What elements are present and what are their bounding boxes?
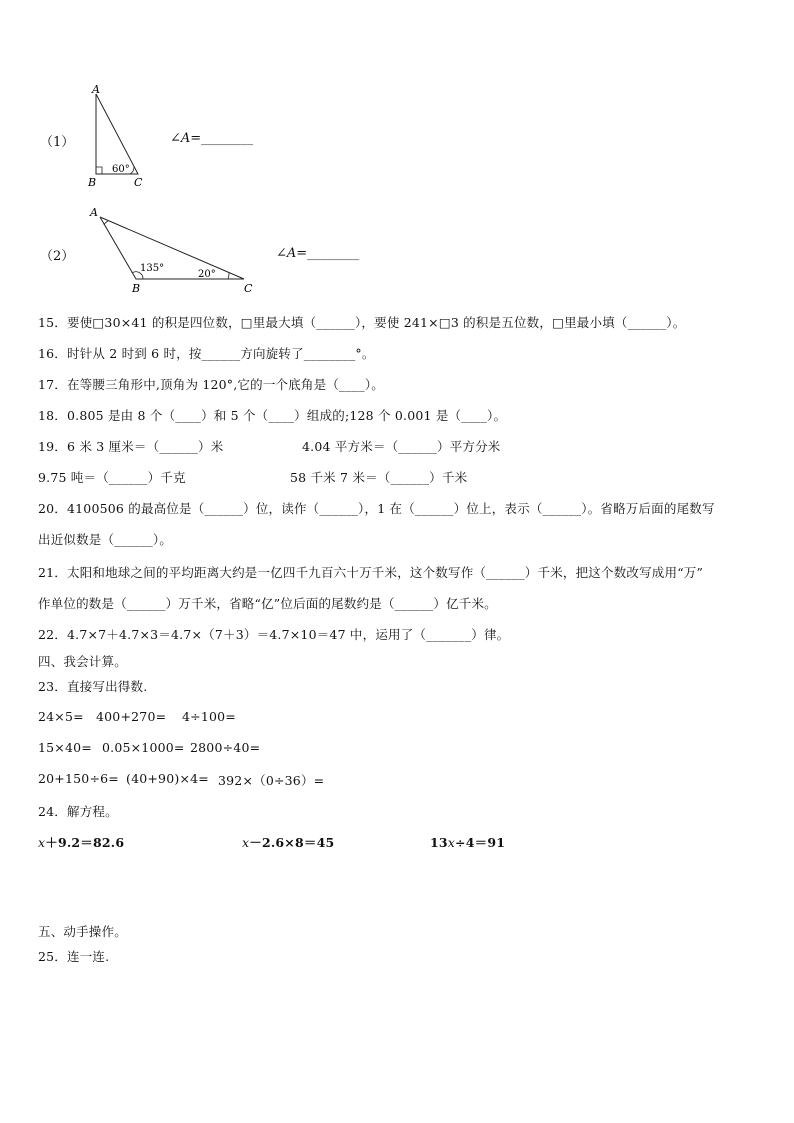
figure-1-triangle	[82, 84, 148, 190]
calc-1-1: 24×5=	[38, 709, 84, 724]
calc-3-3: 392×（0÷36）=	[218, 773, 325, 788]
calc-2-3: 2800÷40=	[190, 740, 261, 755]
vertex-a-label: A	[90, 206, 98, 219]
equation-3-prefix: 13	[430, 835, 448, 850]
figure-1-answer: ∠A=________	[170, 131, 254, 146]
equation-3	[430, 833, 505, 851]
question-19-part-1: 19．6 米 3 厘米＝（______）米	[38, 439, 224, 454]
equation-2-text: －2.6×8＝45	[249, 835, 335, 850]
angle-b-value: 135°	[140, 263, 165, 274]
equation-1-text: ＋9.2＝82.6	[45, 835, 125, 850]
question-21-line-1: 21．太阳和地球之间的平均距离大约是一亿四千九百六十万千米，这个数写作（______）千米，把这个数改写成用“万”	[38, 565, 704, 580]
question-24-title: 24．解方程。	[38, 804, 118, 819]
section-5-title: 五、动手操作。	[38, 924, 127, 939]
calc-3-2: (40+90)×4=	[126, 771, 209, 786]
vertex-c-label: C	[244, 282, 253, 295]
equation-2-variable: x	[242, 835, 250, 850]
figure-2-label: （2）	[40, 249, 75, 264]
vertex-a-label: A	[92, 84, 100, 96]
question-18: 18．0.805 是由 8 个（____）和 5 个（____）组成的;128 个 0.001 是（____）。	[38, 408, 507, 423]
question-19-part-4: 58 千米 7 米＝（______）千米	[290, 470, 468, 485]
vertex-b-label: B	[88, 176, 97, 189]
angle-c-value: 60°	[112, 164, 130, 175]
calc-1-2: 400+270=	[96, 709, 167, 724]
equation-1	[38, 833, 124, 851]
figure-2-answer: ∠A=________	[276, 246, 360, 261]
question-16: 16．时针从 2 时到 6 时，按______方向旋转了________°。	[38, 346, 375, 361]
equation-1-variable: x	[38, 835, 46, 850]
angle-c-value: 20°	[198, 269, 216, 280]
question-21-line-2: 作单位的数是（______）万千米，省略“亿”位后面的尾数约是（______）亿千米。	[38, 596, 497, 611]
question-20-line-1: 20．4100506 的最高位是（______）位，读作（______），1 在（______）位上，表示（______）。省略万后面的尾数写	[38, 501, 715, 516]
vertex-b-label: B	[132, 282, 141, 295]
question-22: 22．4.7×7＋4.7×3＝4.7×（7＋3）＝4.7×10＝47 中，运用了（_______）律。	[38, 627, 510, 642]
calc-3-1: 20+150÷6=	[38, 771, 119, 786]
figure-1-label: （1）	[40, 135, 75, 150]
question-20-line-2: 出近似数是（______）。	[38, 532, 173, 547]
figure-2-triangle	[88, 203, 260, 295]
question-17: 17．在等腰三角形中,顶角为 120°,它的一个底角是（____）。	[38, 377, 384, 392]
calc-2-2: 0.05×1000=	[102, 740, 185, 755]
calc-2-1: 15×40=	[38, 740, 92, 755]
question-23-title: 23．直接写出得数.	[38, 679, 148, 694]
question-15: 15．要使□30×41 的积是四位数，□里最大填（______），要使 241×□3 的积是五位数，□里最小填（______）。	[38, 315, 686, 330]
equation-2	[242, 833, 334, 851]
question-19-part-2: 4.04 平方米＝（______）平方分米	[302, 439, 501, 454]
question-25-title: 25．连一连.	[38, 949, 110, 964]
equation-3-text: ÷4＝91	[455, 835, 506, 850]
equation-3-variable: x	[447, 835, 456, 850]
question-19-part-3: 9.75 吨＝（______）千克	[38, 470, 186, 485]
calc-1-3: 4÷100=	[182, 709, 236, 724]
vertex-c-label: C	[134, 176, 143, 189]
section-4-title: 四、我会计算。	[38, 654, 127, 669]
